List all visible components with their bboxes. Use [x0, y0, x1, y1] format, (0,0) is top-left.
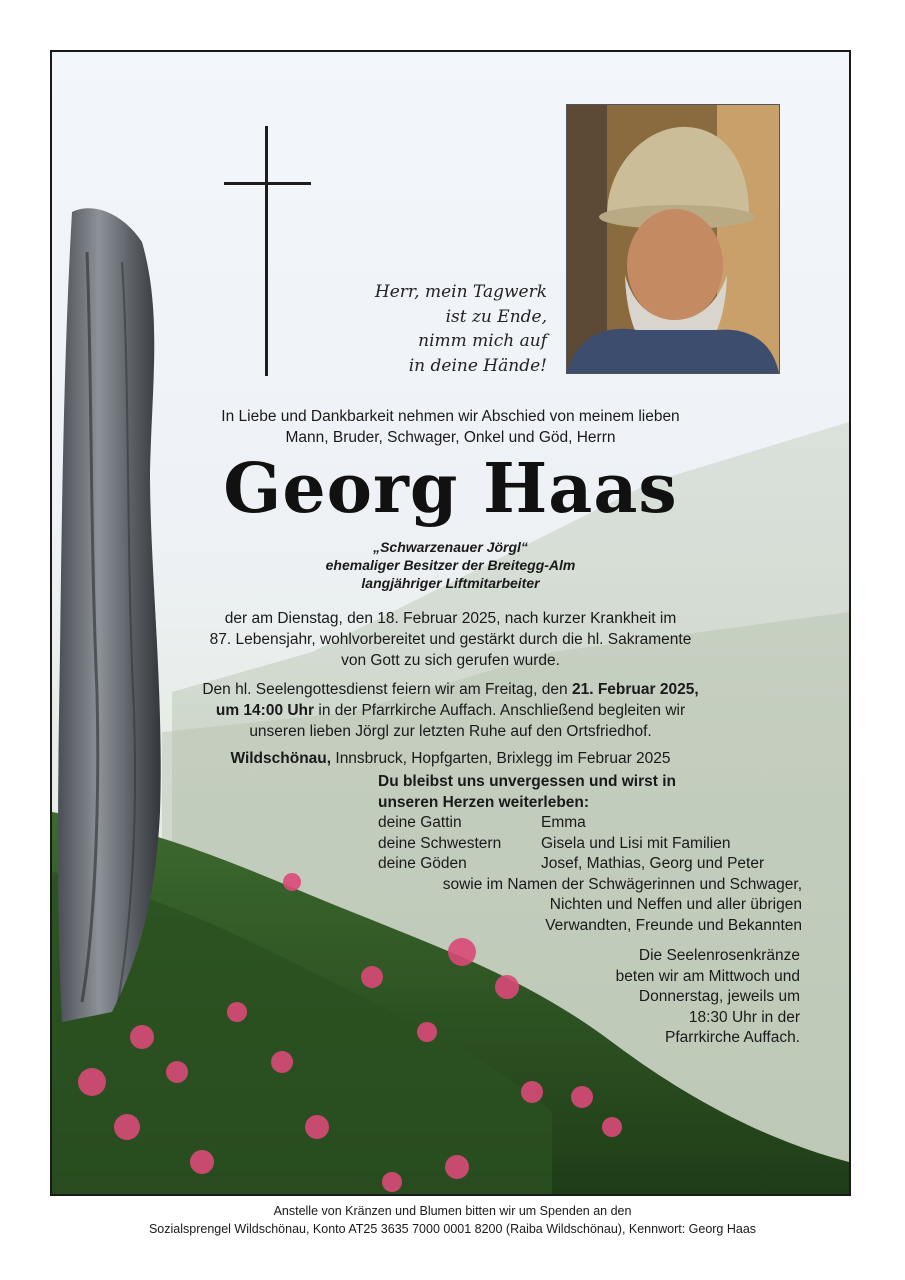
mourners-heading: Du bleibst uns unvergessen und wirst in	[378, 773, 676, 790]
intro-line: In Liebe und Dankbarkeit nehmen wir Abschied von meinem lieben	[221, 408, 680, 425]
service-time: um 14:00 Uhr	[215, 702, 315, 719]
death-line: der am Dienstag, den 18. Februar 2025, nach kurzer Krankheit im	[224, 610, 677, 627]
mourner-role: deine Göden	[378, 855, 467, 872]
mourner-names: Gisela und Lisi mit Familien	[541, 834, 731, 852]
quote-line: nimm mich auf	[418, 331, 547, 351]
footer-line: Sozialsprengel Wildschönau, Konto AT25 3635 7000 0001 8200 (Raiba Wildschönau), Kennwort: Georg Haas	[148, 1222, 757, 1236]
mourner-row	[378, 854, 802, 875]
mourners-closing: Verwandten, Freunde und Bekannten	[545, 916, 802, 934]
rosary-line: 18:30 Uhr in der	[688, 1008, 800, 1026]
rosary-line: Pfarrkirche Auffach.	[665, 1029, 800, 1046]
quote-line: Herr, mein Tagwerk	[374, 282, 547, 302]
death-line: von Gott zu sich gerufen wurde.	[341, 652, 560, 669]
subtitle-line: ehemaliger Besitzer der Breitegg-Alm	[325, 557, 576, 573]
footer-line: Anstelle von Kränzen und Blumen bitten wir um Spenden an den	[273, 1204, 632, 1218]
death-notice	[52, 608, 849, 671]
quote-line: ist zu Ende,	[445, 306, 547, 327]
rosary-notice	[552, 946, 800, 1049]
mourners-closing: Nichten und Neffen und aller übrigen	[549, 896, 802, 913]
service-date: 21. Februar 2025,	[571, 681, 699, 698]
place-date: Wildschönau, Innsbruck, Hopfgarten, Brixlegg im Februar 2025	[230, 750, 671, 767]
intro-line: Mann, Bruder, Schwager, Onkel und Göd, Herrn	[285, 429, 616, 446]
service-line: Den hl. Seelengottesdienst feiern wir am Freitag, den 21. Februar 2025,	[202, 681, 699, 698]
funeral-service	[52, 679, 849, 742]
mourners-block	[378, 772, 802, 936]
subtitle-line: langjähriger Liftmitarbeiter	[361, 575, 540, 591]
subtitle	[52, 538, 849, 592]
mourners-heading: unseren Herzen weiterleben:	[378, 793, 590, 811]
obituary-frame	[50, 50, 851, 1196]
quote-line: in deine Hände!	[408, 355, 547, 376]
rosary-line: Die Seelenrosenkränze	[638, 947, 800, 964]
intro-text	[52, 406, 849, 448]
nickname: „Schwarzenauer Jörgl“	[373, 539, 528, 555]
rosary-line: Donnerstag, jeweils um	[638, 988, 800, 1005]
service-line: um 14:00 Uhr in der Pfarrkirche Auffach. Anschließend begleiten wir	[215, 702, 686, 719]
cross-icon-bar	[224, 182, 311, 185]
portrait-photo	[566, 104, 780, 374]
donation-footer	[0, 1202, 905, 1238]
place-bold: Wildschönau,	[230, 750, 332, 767]
mourner-names: Josef, Mathias, Georg und Peter	[541, 855, 765, 872]
mourner-row	[378, 813, 802, 834]
death-line: 87. Lebensjahr, wohlvorbereitet und gestärkt durch die hl. Sakramente	[209, 631, 692, 648]
mourner-role: deine Gattin	[378, 814, 462, 831]
cross-icon	[265, 126, 268, 376]
rosary-line: beten wir am Mittwoch und	[615, 967, 800, 985]
mourner-names: Emma	[541, 814, 586, 831]
bible-quote	[352, 280, 547, 378]
mourner-role: deine Schwestern	[378, 834, 502, 852]
deceased-name: Georg Haas	[223, 449, 678, 529]
mourner-row	[378, 834, 802, 855]
mourners-closing: sowie im Namen der Schwägerinnen und Schwager,	[442, 875, 802, 893]
service-line: unseren lieben Jörgl zur letzten Ruhe auf den Ortsfriedhof.	[249, 723, 652, 740]
